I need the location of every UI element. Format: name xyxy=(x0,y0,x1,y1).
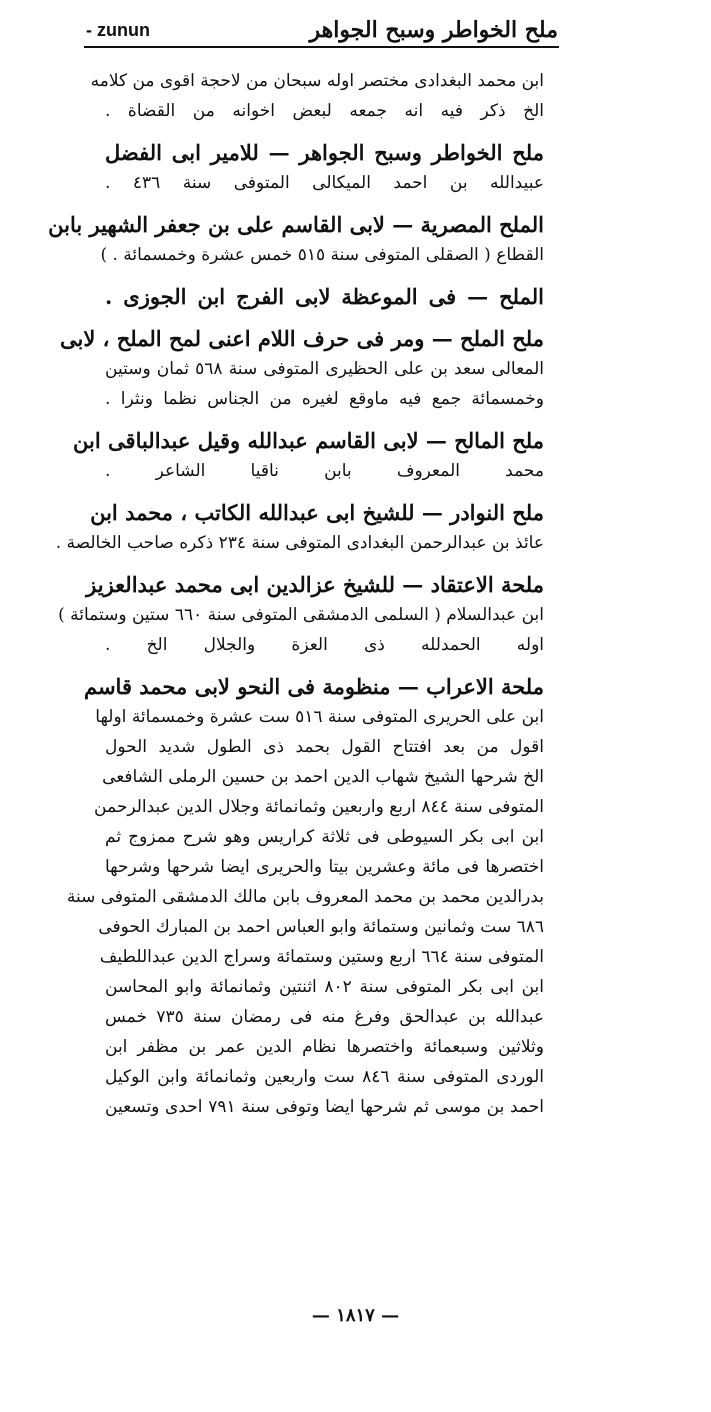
entry-title: ملحة الاعراب — منظومة فى النحو لابى محمد قاسم xyxy=(83,674,544,699)
entry-title: ملحة الاعتقاد — للشيخ عزالدين ابى محمد عبدالعزيز xyxy=(86,572,544,597)
text-line: وخمسمائة جمع فيه ماوقع لغيره من الجناس نظما ونثرا . xyxy=(105,389,544,409)
entry-title: الملح المصرية — لابى القاسم على بن جعفر الشهير بابن xyxy=(48,212,544,237)
entry-al-mulah xyxy=(105,282,544,312)
header-title: ملح الخواطر وسبح الجواهر xyxy=(309,17,558,43)
text-line: ابن ابى بكر المتوفى سنة ٨٠٢ اثنتين وثمانمائة وابو المحاسن xyxy=(105,977,545,997)
entry-continuation xyxy=(90,66,544,126)
entry-mulah-al-nawadir xyxy=(55,498,544,558)
text-line: بدرالدين محمد بن محمد المعروف بابن مالك الدمشقى المتوفى سنة xyxy=(66,887,544,907)
running-header xyxy=(86,16,558,44)
text-line: ابن عبدالسلام ( السلمى الدمشقى المتوفى سنة ٦٦٠ ستين وستمائة ) xyxy=(58,605,544,625)
text-line: الخ ذكر فيه انه جمعه لبعض اخوانه من القضاة . xyxy=(105,101,544,121)
text-line: ٦٨٦ ست وثمانين وستمائة وابو العباس احمد بن المبارك الحوفى xyxy=(98,917,544,937)
entry-mulah-al-khawatir xyxy=(105,138,544,198)
text-line: القطاع ( الصقلى المتوفى سنة ٥١٥ خمس عشرة وخمسمائة . ) xyxy=(100,245,544,265)
verse-line: اقول من بعد افتتاح القول بحمد ذى الطول شديد الحول xyxy=(105,737,544,757)
text-line: احمد بن موسى ثم شرحها ايضا وتوفى سنة ٧٩١ احدى وتسعين xyxy=(105,1097,544,1117)
entry-mulah-al-malih xyxy=(73,426,544,486)
entry-mulhat-al-irab xyxy=(66,672,545,1122)
header-rule xyxy=(84,46,559,48)
text-line: الخ شرحها الشيخ شهاب الدين احمد بن حسين الرملى الشافعى xyxy=(102,767,544,787)
header-tag: - zunun xyxy=(86,20,150,40)
entry-title: الملح — فى الموعظة لابى الفرج ابن الجوزى . xyxy=(105,284,544,309)
text-line: محمد المعروف بابن ناقيا الشاعر . xyxy=(105,461,544,481)
entry-al-mulah-al-misriyya xyxy=(48,210,544,270)
text-line: عبيدالله بن احمد الميكالى المتوفى سنة ٤٣٦ . xyxy=(105,173,544,193)
text-column xyxy=(48,66,545,1296)
text-line: المعالى سعد بن على الحظيرى المتوفى سنة ٥٦٨ ثمان وستين xyxy=(105,359,545,379)
text-line: ابن ابى بكر السيوطى فى ثلاثة كراريس وهو شرح ممزوج ثم xyxy=(105,827,544,847)
page-number: — ١٨١٧ — xyxy=(311,1305,400,1326)
entry-title: ملح المالح — لابى القاسم عبدالله وقيل عبدالباقى ابن xyxy=(73,428,544,453)
text-line: المتوفى سنة ٨٤٤ اربع واربعين وثمانمائة وجلال الدين عبدالرحمن xyxy=(94,797,544,817)
entry-title: ملح الملح — ومر فى حرف اللام اعنى لمح الملح ، لابى xyxy=(60,326,544,351)
entry-mulhat-al-itiqad xyxy=(58,570,544,660)
text-line: عبدالله بن عبدالحق وفرغ منه فى رمضان سنة ٧٣٥ خمس xyxy=(105,1007,544,1027)
entry-title: ملح النوادر — للشيخ ابى عبدالله الكاتب ، محمد ابن xyxy=(90,500,544,525)
entry-mulah-al-mulah xyxy=(60,324,545,414)
text-line: وثلاثين وسبعمائة واختصرها نظام الدين عمر بن مظفر ابن xyxy=(105,1037,544,1057)
text-line: عائذ بن عبدالرحمن البغدادى المتوفى سنة ٢٣٤ ذكره صاحب الخالصة . xyxy=(55,533,544,553)
text-line: اوله الحمدلله ذى العزة والجلال الخ . xyxy=(105,635,544,655)
text-line: ابن محمد البغدادى مختصر اوله سبحان من لاحجة اقوى من كلامه xyxy=(90,71,544,91)
text-line: اختصرها فى مائة وعشرين بيتا والحريرى ايضا شرحها وشرحها xyxy=(105,857,544,877)
text-line: ابن على الحريرى المتوفى سنة ٥١٦ ست عشرة وخمسمائة اولها xyxy=(95,707,544,727)
entry-title: ملح الخواطر وسبح الجواهر — للامير ابى الفضل xyxy=(105,140,544,165)
text-line: المتوفى سنة ٦٦٤ اربع وستين وستمائة وسراج الدين عبداللطيف xyxy=(99,947,544,967)
text-line: الوردى المتوفى سنة ٨٤٦ ست واربعين وثمانمائة وابن الوكيل xyxy=(105,1067,544,1087)
